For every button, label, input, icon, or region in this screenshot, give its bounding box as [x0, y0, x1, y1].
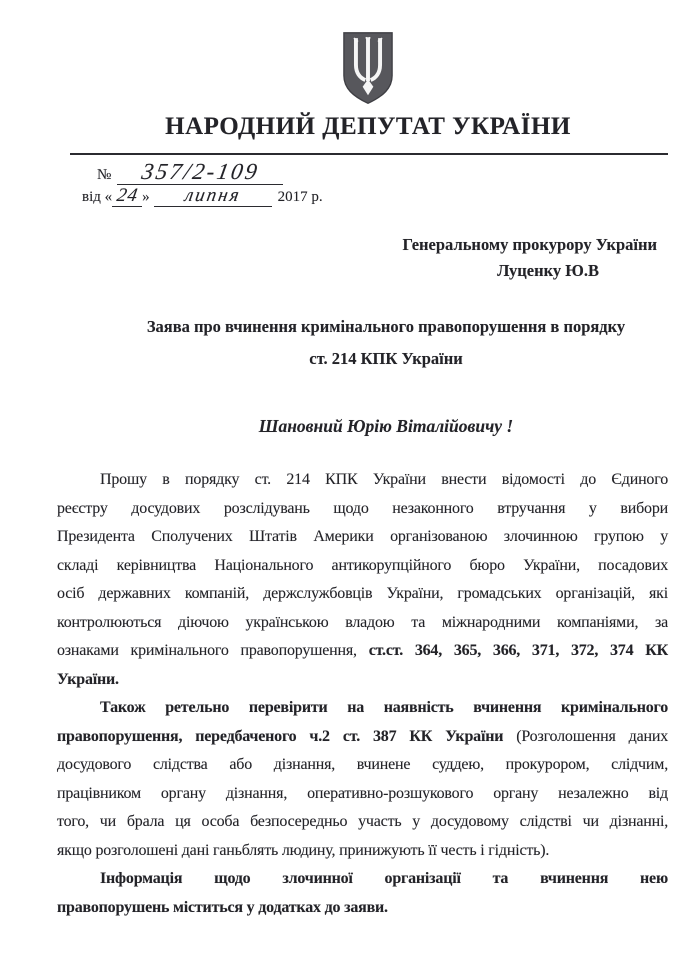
ref-number-value: 357/2-109 [139, 159, 261, 184]
addressee-line-1: Генеральному прокурору України [402, 235, 657, 254]
text-line [57, 751, 668, 780]
paragraph [57, 694, 668, 865]
letterhead-rule [70, 153, 668, 155]
text-line [57, 808, 668, 837]
text-run: контролюються діючою українською владою та міжнародними компаніями, за [57, 613, 668, 631]
reference-block [82, 161, 679, 212]
bold-text-run: Інформація щодо злочинної організації та вчинення нею [100, 870, 668, 887]
text-line [57, 837, 668, 866]
text-line [57, 609, 668, 638]
ref-number-underline [117, 161, 283, 185]
text-line [57, 552, 668, 581]
text-run: ознаками кримінального правопорушення, [57, 642, 369, 659]
text-line [57, 894, 668, 923]
text-line [57, 723, 668, 752]
text-run: того, чи брала ця особа безпосередньо участь у досудовому слідстві чи дізнанні, [57, 813, 668, 830]
text-line [57, 694, 668, 723]
org-title: НАРОДНИЙ ДЕПУТАТ УКРАЇНИ [165, 113, 571, 140]
subject-line-2: ст. 214 КПК України [309, 349, 463, 368]
text-line [57, 780, 668, 809]
bold-text-run: ст.ст. 364, 365, 366, 371, 372, 374 КК [368, 642, 669, 659]
trident-emblem-icon [341, 31, 395, 106]
text-run: осіб державних компаній, держслужбовців України, громадських організацій, які [57, 585, 668, 602]
text-line [57, 666, 668, 695]
ref-number-label: № [97, 167, 112, 183]
subject-title [104, 311, 668, 375]
text-line [57, 637, 668, 666]
text-line [57, 523, 668, 552]
ref-date-prefix: від « [82, 189, 113, 205]
ref-date-month: липня [183, 185, 243, 206]
ref-date-close-quote: » [142, 189, 150, 205]
bold-text-run: України. [57, 670, 119, 688]
text-run: працівником органу дізнання, оперативно-розшукового органу незалежно від [57, 784, 668, 802]
ref-date-year: 2017 р. [277, 189, 323, 205]
text-line [57, 865, 668, 894]
text-run: якщо розголошені дані ганьблять людину, принижують її честь і гідність). [57, 841, 550, 859]
text-line [57, 580, 668, 609]
text-line [57, 495, 668, 524]
ref-date-month-underline [154, 185, 272, 207]
ref-number-row [97, 161, 679, 188]
text-run: складі керівництва Національного антикорупційного бюро України, посадових [57, 556, 668, 574]
letterhead [0, 0, 679, 141]
bold-text-run: правопорушення, передбаченого ч.2 ст. 387 КК України [57, 727, 517, 745]
paragraph [57, 466, 668, 694]
ref-date-day: 24 [114, 185, 140, 206]
addressee-block [57, 232, 657, 284]
salutation: Шановний Юрію Віталійовичу ! [258, 416, 514, 436]
ref-date-row [82, 185, 679, 212]
subject-line-1: Заява про вчинення кримінального правопорушення в порядку [146, 317, 626, 336]
addressee-line-2: Луценку Ю.В [497, 261, 599, 280]
text-run: Президента Сполучених Штатів Америки організованою злочинною групою у [57, 528, 668, 545]
text-run: (Розголошення даних [516, 727, 668, 745]
text-run: Прошу в порядку ст. 214 КПК України внести відомості до Єдиного [100, 471, 668, 488]
text-line [57, 466, 668, 495]
text-run: реєстру досудових розслідувань щодо незаконного втручання у вибори [57, 499, 668, 517]
ref-date-day-underline [112, 185, 142, 207]
paragraph [57, 865, 668, 922]
bold-text-run: Також ретельно перевірити на наявність вчинення кримінального [100, 699, 668, 716]
body-paragraphs [57, 466, 668, 922]
text-run: досудового слідства або дізнання, вчинене суддею, прокурором, слідчим, [57, 756, 668, 773]
bold-text-run: правопорушень міститься у додатках до заяви. [57, 898, 388, 916]
